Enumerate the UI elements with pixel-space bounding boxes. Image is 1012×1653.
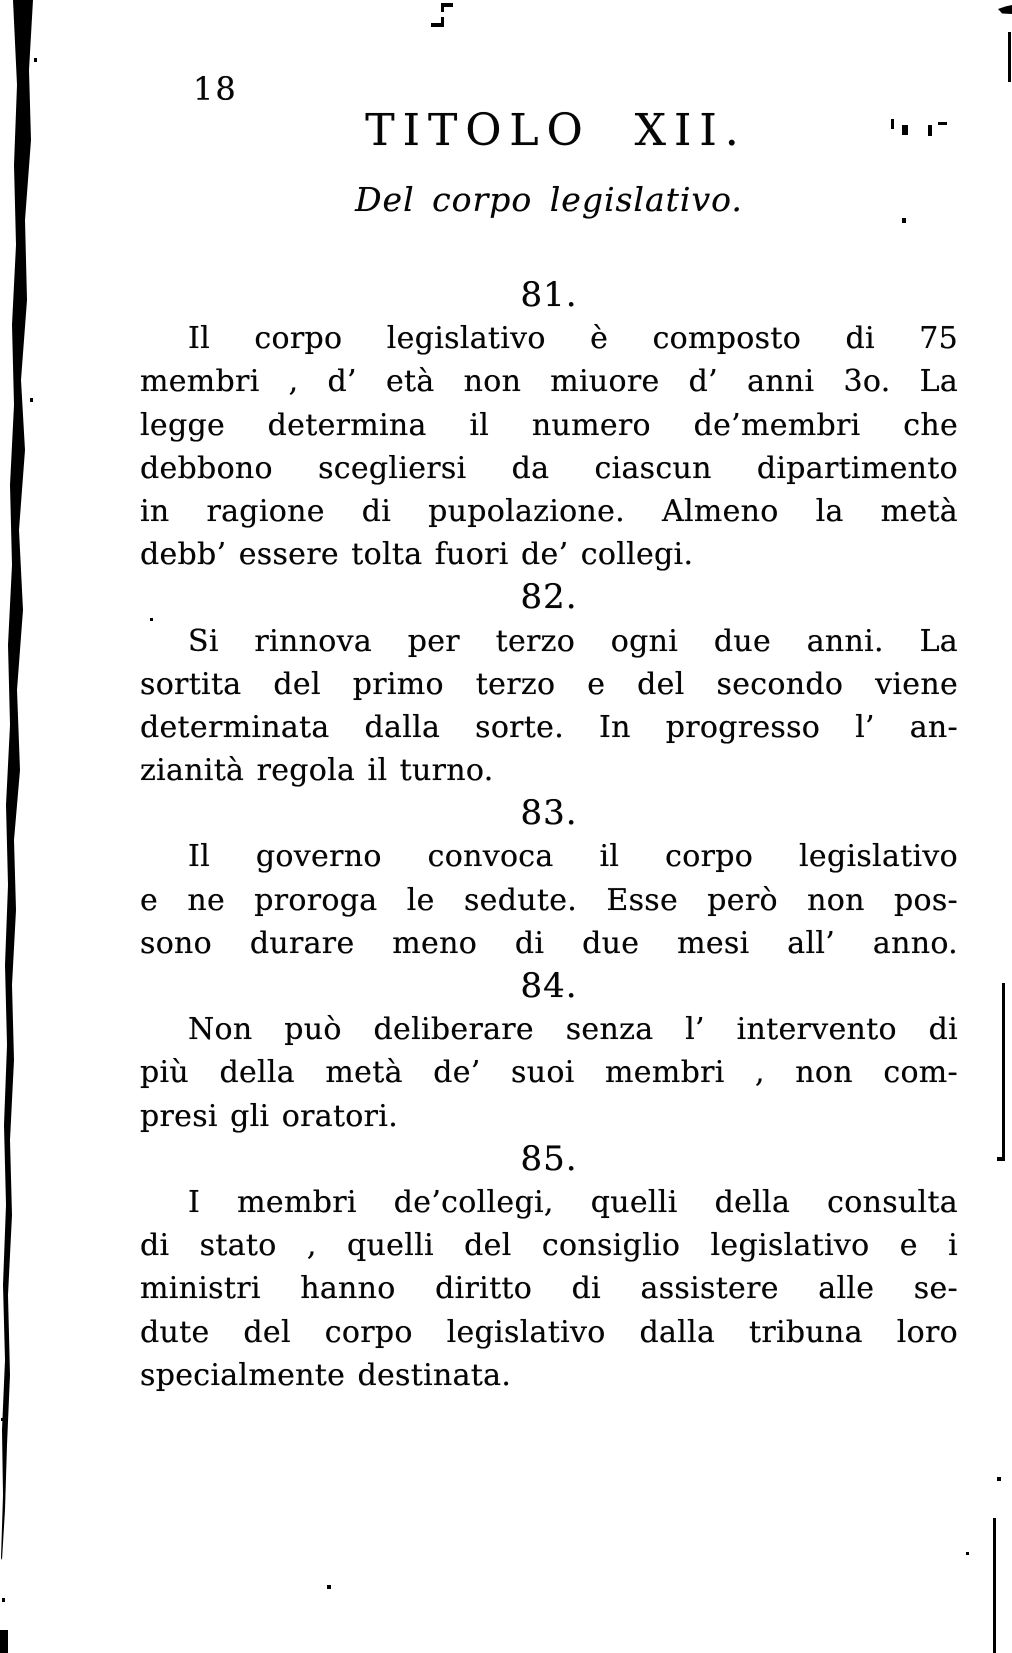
stray-corner-mark (431, 17, 444, 27)
text-line: legge determina il numero de’membri che (140, 407, 958, 443)
binding-shadow (0, 0, 40, 1653)
text-line: Si rinnova per terzo ogni due anni. La (188, 623, 958, 659)
section-number: 81. (520, 275, 578, 315)
text-line: e ne proroga le sedute. Esse però non pos- (140, 882, 958, 918)
text-line: in ragione di pupolazione. Almeno la metà (140, 493, 958, 529)
text-line: specialmente destinata. (140, 1357, 512, 1393)
text-line: I membri de’collegi, quelli della consulta (188, 1184, 958, 1220)
page-edge-smudge (998, 5, 1012, 14)
section-number: 84. (520, 966, 578, 1006)
text-line: debb’ essere tolta fuori de’ collegi. (140, 537, 694, 573)
ink-speck (327, 1585, 331, 1589)
article-text-block (140, 274, 958, 1397)
text-line: presi gli oratori. (140, 1098, 399, 1134)
text-line: Non può deliberare senza l’ intervento di (188, 1012, 958, 1048)
text-line: dute del corpo legislativo dalla tribuna loro (140, 1314, 958, 1350)
text-line: determinata dalla sorte. In progresso l’ an- (140, 709, 958, 745)
text-line: ministri hanno diritto di assistere alle se- (140, 1271, 958, 1307)
text-line: sono durare meno di due mesi all’ anno. (140, 925, 958, 961)
margin-line (1002, 983, 1005, 1160)
page-subtitle: Del corpo legislativo. (355, 180, 743, 219)
text-line: di stato , quelli del consiglio legislativo e i (140, 1228, 958, 1264)
section-number: 85. (520, 1138, 578, 1179)
text-line: sortita del primo terzo e del secondo viene (140, 666, 958, 702)
page-edge-line (1008, 32, 1011, 82)
stray-corner-mark (441, 3, 453, 12)
text-line: Il governo convoca il corpo legislativo (188, 839, 958, 875)
margin-line-foot (997, 1157, 1005, 1161)
section-number: 83. (520, 793, 578, 834)
ink-speck (902, 218, 906, 223)
text-line: più della metà de’ suoi membri , non com- (140, 1055, 958, 1091)
margin-line (993, 1518, 996, 1653)
page-number: 18 (193, 70, 238, 108)
ink-speck (997, 1477, 1001, 1481)
section-number: 82. (520, 577, 578, 618)
text-line: Il corpo legislativo è composto di 75 (188, 321, 958, 357)
text-line: zianità regola il turno. (140, 753, 494, 789)
text-line: debbono scegliersi da ciascun dipartimento (140, 450, 958, 486)
page-title: TITOLO XII. (365, 105, 747, 156)
ink-speck (966, 1552, 969, 1555)
text-line: membri , d’ età non miuore d’ anni 3o. La (140, 364, 958, 400)
